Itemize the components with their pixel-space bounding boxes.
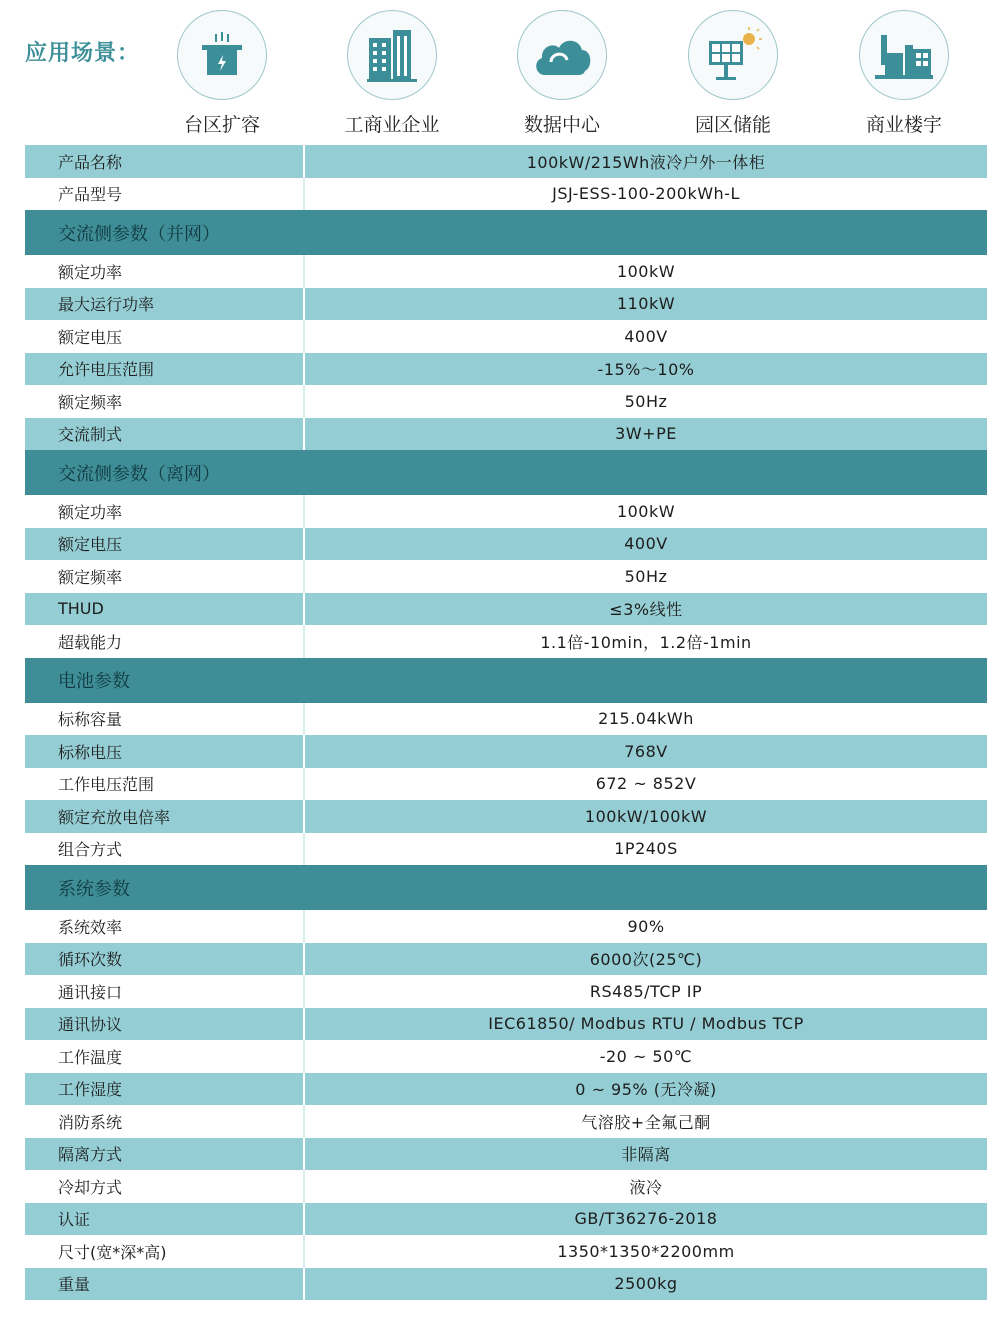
battery-icon (192, 30, 252, 80)
spec-value: 100kW/215Wh液冷户外一体柜 (526, 152, 766, 172)
spec-key: 最大运行功率 (58, 295, 155, 315)
spec-key: 工作温度 (58, 1047, 123, 1067)
column-divider (303, 255, 305, 288)
spec-key: 工作湿度 (58, 1080, 123, 1100)
spec-key: 产品型号 (58, 185, 123, 205)
column-divider (303, 145, 305, 178)
spec-key: 额定频率 (58, 567, 123, 587)
section-header (25, 210, 987, 255)
spec-row (25, 385, 987, 418)
spec-value: IEC61850/ Modbus RTU / Modbus TCP (488, 1014, 804, 1034)
column-divider (303, 528, 305, 561)
spec-key: 产品名称 (58, 152, 123, 172)
spec-row (25, 975, 987, 1008)
spec-row (25, 528, 987, 561)
spec-value: 1350*1350*2200mm (557, 1241, 735, 1261)
column-divider (303, 560, 305, 593)
spec-row (25, 1008, 987, 1041)
spec-key: 额定功率 (58, 262, 123, 282)
spec-key: 通讯接口 (58, 982, 123, 1002)
column-divider (303, 1040, 305, 1073)
spec-value: 215.04kWh (598, 709, 694, 729)
column-divider (303, 975, 305, 1008)
spec-row (25, 495, 987, 528)
section-title: 交流侧参数（离网） (58, 463, 220, 485)
spec-key: 隔离方式 (58, 1145, 123, 1165)
column-divider (303, 1203, 305, 1236)
column-divider (303, 625, 305, 658)
spec-value: 400V (624, 326, 668, 346)
column-divider (303, 593, 305, 626)
scene-label: 台区扩容 (183, 114, 260, 136)
spec-row (25, 593, 987, 626)
spec-key: 额定频率 (58, 392, 123, 412)
column-divider (303, 910, 305, 943)
spec-row (25, 625, 987, 658)
spec-row (25, 1203, 987, 1236)
spec-row (25, 288, 987, 321)
spec-row (25, 1138, 987, 1171)
spec-row (25, 1235, 987, 1268)
spec-key: 尺寸(宽*深*高) (58, 1242, 167, 1262)
spec-value: 50Hz (624, 566, 668, 586)
spec-value: 400V (624, 534, 668, 554)
spec-value: 气溶胶+全氟己酮 (581, 1112, 711, 1132)
column-divider (303, 735, 305, 768)
section-header (25, 450, 987, 495)
spec-row (25, 1105, 987, 1138)
column-divider (303, 385, 305, 418)
spec-key: 额定电压 (58, 535, 123, 555)
column-divider (303, 800, 305, 833)
scenes-title: 应用场景： (25, 41, 141, 66)
scene-item (322, 10, 462, 137)
spec-value: 672 ~ 852V (595, 774, 697, 794)
column-divider (303, 418, 305, 451)
spec-row (25, 800, 987, 833)
spec-value: 1P240S (614, 839, 678, 859)
spec-value: 液冷 (629, 1177, 663, 1197)
spec-value: -15%～10% (597, 360, 695, 380)
column-divider (303, 178, 305, 211)
spec-key: 允许电压范围 (58, 360, 155, 380)
spec-value: 90% (627, 916, 665, 936)
scene-item (152, 10, 292, 137)
spec-value: 非隔离 (621, 1145, 671, 1165)
column-divider (303, 1105, 305, 1138)
scene-label: 园区储能 (694, 114, 771, 136)
column-divider (303, 1170, 305, 1203)
column-divider (303, 1235, 305, 1268)
spec-row (25, 353, 987, 386)
column-divider (303, 288, 305, 321)
spec-key: 标称电压 (58, 742, 123, 762)
spec-key: 消防系统 (58, 1112, 123, 1132)
spec-value: RS485/TCP IP (589, 981, 703, 1001)
spec-value: ≤3%线性 (609, 600, 683, 620)
column-divider (303, 703, 305, 736)
column-divider (303, 943, 305, 976)
cloud-icon (529, 29, 595, 81)
spec-key: 工作电压范围 (58, 775, 155, 795)
scene-item (663, 10, 803, 137)
solar-panel-icon (701, 25, 765, 85)
spec-row (25, 735, 987, 768)
column-divider (303, 495, 305, 528)
section-header (25, 658, 987, 703)
spec-key: THUD (58, 599, 104, 619)
spec-row (25, 418, 987, 451)
scene-label: 商业楼宇 (865, 114, 942, 136)
spec-value: 0 ~ 95% (无冷凝) (575, 1080, 717, 1100)
spec-value: 768V (624, 741, 668, 761)
spec-value: GB/T36276-2018 (574, 1209, 718, 1229)
column-divider (303, 768, 305, 801)
spec-value: 1.1倍-10min，1.2倍-1min (540, 632, 752, 652)
scene-item (492, 10, 632, 137)
spec-key: 交流制式 (58, 425, 123, 445)
spec-key: 冷却方式 (58, 1177, 123, 1197)
spec-row (25, 560, 987, 593)
spec-key: 通讯协议 (58, 1015, 123, 1035)
column-divider (303, 833, 305, 866)
spec-key: 标称容量 (58, 710, 123, 730)
column-divider (303, 1268, 305, 1301)
spec-value: 50Hz (624, 391, 668, 411)
spec-key: 额定功率 (58, 502, 123, 522)
spec-row (25, 320, 987, 353)
spec-table (25, 145, 987, 1300)
spec-value: 110kW (616, 294, 676, 314)
spec-key: 组合方式 (58, 840, 123, 860)
spec-row (25, 703, 987, 736)
spec-row (25, 1073, 987, 1106)
spec-row (25, 943, 987, 976)
spec-key: 系统效率 (58, 917, 123, 937)
scene-label: 数据中心 (523, 114, 600, 136)
section-header (25, 865, 987, 910)
column-divider (303, 1073, 305, 1106)
scene-label: 工商业企业 (344, 114, 440, 136)
section-title: 电池参数 (58, 671, 130, 692)
scene-item (834, 10, 974, 137)
spec-row (25, 178, 987, 211)
spec-value: -20 ~ 50℃ (599, 1046, 693, 1066)
spec-key: 循环次数 (58, 950, 123, 970)
spec-key: 重量 (58, 1275, 91, 1295)
spec-row (25, 910, 987, 943)
spec-value: 3W+PE (615, 424, 677, 444)
spec-value: 100kW (616, 261, 676, 281)
spec-row (25, 255, 987, 288)
spec-value: 100kW/100kW (584, 806, 708, 826)
column-divider (303, 320, 305, 353)
spec-key: 超载能力 (58, 632, 123, 652)
spec-row (25, 1268, 987, 1301)
application-scenes (0, 0, 1000, 140)
section-title: 系统参数 (58, 878, 130, 900)
spec-row (25, 1170, 987, 1203)
office-building-icon (361, 24, 423, 86)
section-title: 交流侧参数（并网） (58, 223, 220, 245)
spec-row (25, 1040, 987, 1073)
column-divider (303, 353, 305, 386)
spec-value: 6000次(25℃) (589, 950, 703, 970)
spec-row (25, 833, 987, 866)
spec-row (25, 768, 987, 801)
spec-value: 100kW (616, 501, 676, 521)
column-divider (303, 1008, 305, 1041)
spec-key: 认证 (58, 1210, 91, 1230)
column-divider (303, 1138, 305, 1171)
spec-key: 额定电压 (58, 327, 123, 347)
spec-value: JSJ-ESS-100-200kWh-L (552, 184, 740, 204)
spec-value: 2500kg (614, 1274, 678, 1294)
spec-row (25, 145, 987, 178)
spec-key: 额定充放电倍率 (58, 807, 171, 827)
factory-icon (871, 27, 937, 83)
